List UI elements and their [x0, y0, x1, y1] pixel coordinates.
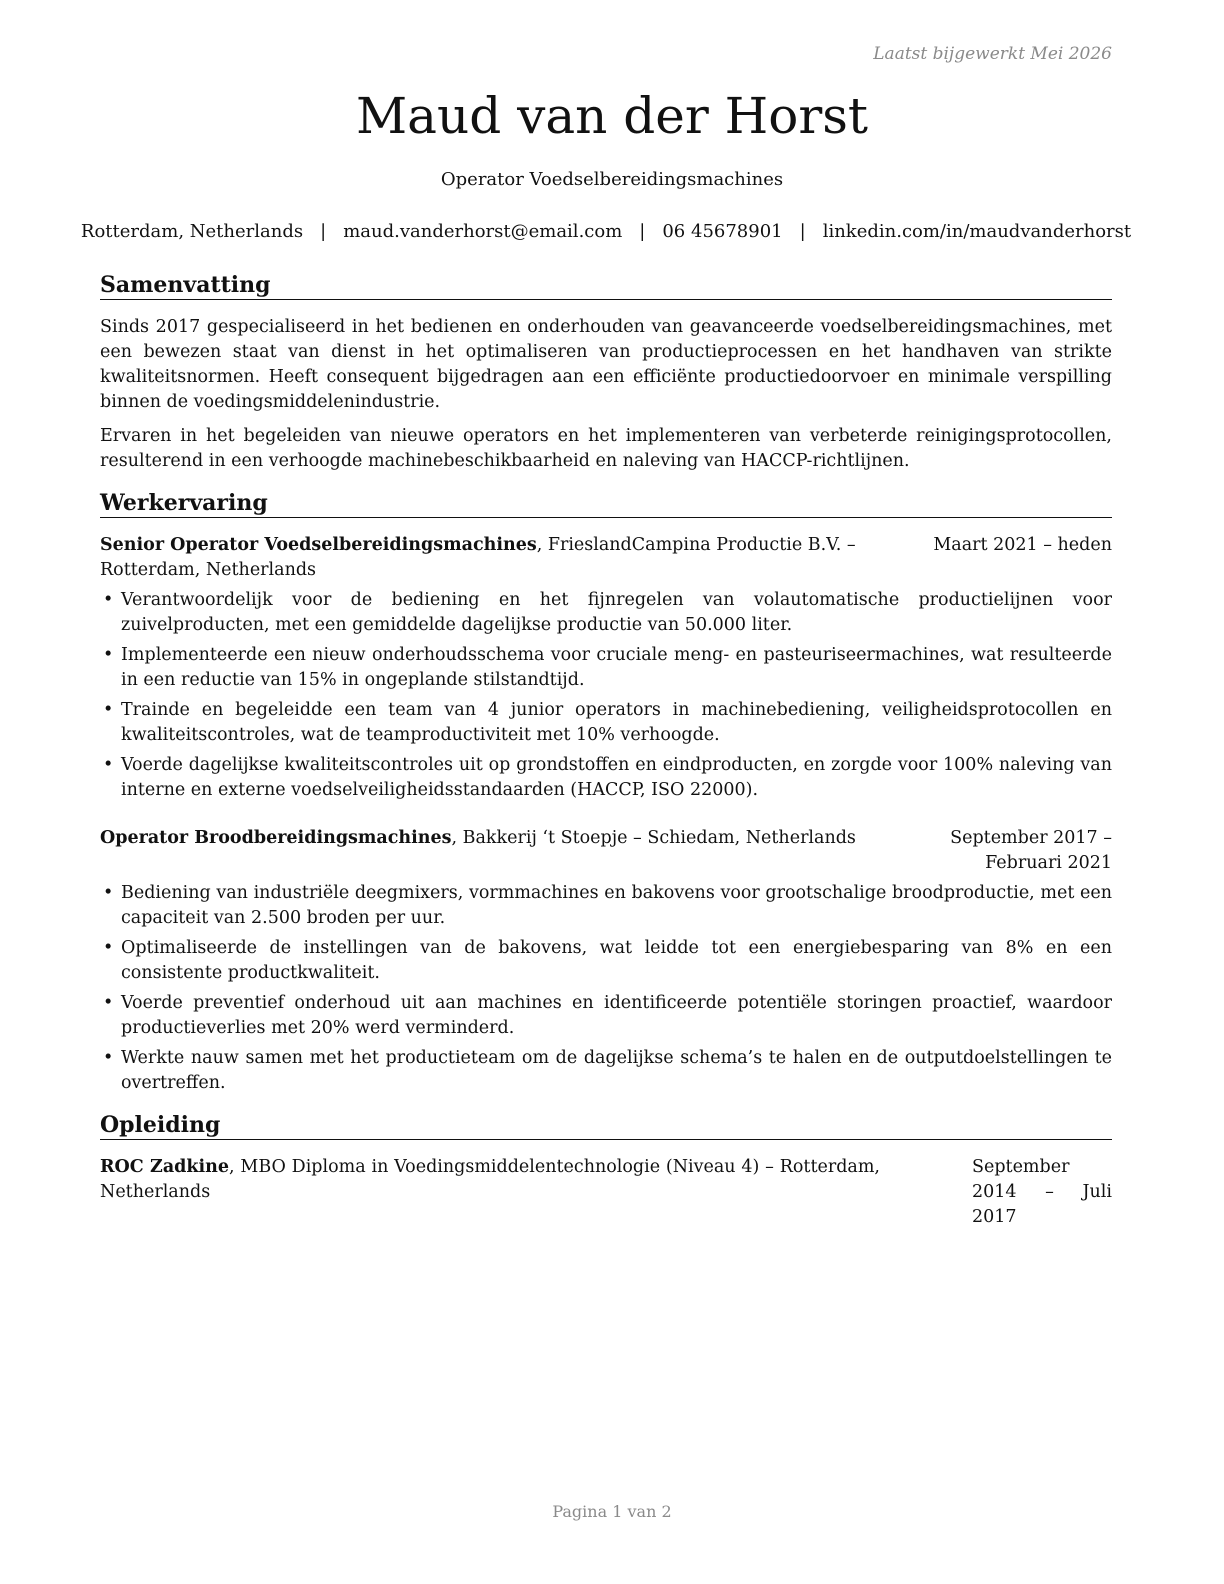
job-position: Operator Broodbereidingsmachines — [100, 828, 452, 848]
contact-email[interactable]: maud.vanderhorst@email.com — [343, 221, 623, 242]
education-school: ROC Zadkine — [100, 1157, 230, 1177]
contact-linkedin[interactable]: linkedin.com/in/maudvanderhorst — [822, 221, 1132, 242]
job-header — [100, 533, 1112, 583]
job-dates: Maart 2021 – heden — [933, 535, 1112, 555]
candidate-role: Operator Voedselbereidingsmachines — [440, 169, 784, 190]
list-item: • Implementeerde een nieuw onderhoudsschema voor cruciale meng- en pasteuriseermachines, wat resulteerde in een reductie van 15% in ongeplande stilstandtijd. — [103, 645, 1112, 690]
job-dates: September 2017 – Februari 2021 — [950, 828, 1112, 873]
job-bullets — [100, 881, 1112, 1101]
contact-phone[interactable]: 06 45678901 — [662, 221, 783, 242]
list-item: • Optimaliseerde de instellingen van de bakovens, wat leidde tot een energiebesparing van 8% en een consistente productkwaliteit. — [103, 938, 1112, 983]
job-bullets — [100, 588, 1112, 808]
job-details: , FrieslandCampina Productie B.V. – Rotterdam, Netherlands — [100, 535, 856, 580]
candidate-name: Maud van der Horst — [355, 87, 868, 145]
job-position: Senior Operator Voedselbereidingsmachines — [100, 535, 537, 555]
list-item: • Trainde en begeleidde een team van 4 junior operators in machinebediening, veiligheidsprotocollen en kwaliteitscontroles, wat de teamproductiviteit met 10% verhoogde. — [103, 700, 1112, 745]
contact-separator: | — [639, 221, 646, 242]
list-item: • Bediening van industriële deegmixers, vormmachines en bakovens voor grootschalige broodproductie, met een capaciteit van 2.500 broden per uur. — [103, 883, 1112, 928]
contact-line — [80, 220, 1132, 244]
list-item: • Voerde preventief onderhoud uit aan machines en identificeerde potentiële storingen proactief, waardoor productieverlies met 20% werd verminderd. — [103, 993, 1112, 1038]
contact-location: Rotterdam, Netherlands — [80, 221, 304, 242]
job-header — [100, 826, 1112, 873]
last-updated: Laatst bijgewerkt Mei 2026 — [873, 44, 1112, 64]
education-item — [100, 1155, 1112, 1227]
contact-separator: | — [320, 221, 327, 242]
list-item: • Verantwoordelijk voor de bediening en het fijnregelen van volautomatische productielijnen voor zuivelproducten, met een gemiddelde dagelijkse productie van 50.000 liter. — [103, 590, 1112, 635]
education-dates: September 2014 – Juli 2017 — [972, 1157, 1112, 1227]
summary-paragraph-2: Ervaren in het begeleiden van nieuwe operators en het implementeren van verbeterde reinigingsprotocollen, resulterend in een verhoogde machinebeschikbaarheid en naleving van HACCP-richtlijnen. — [100, 426, 1112, 471]
contact-separator: | — [799, 221, 806, 242]
page-number: Pagina 1 van 2 — [552, 1502, 672, 1521]
list-item: • Werkte nauw samen met het productieteam om de dagelijkse schema’s te halen en de outputdoelstellingen te overtreffen. — [103, 1048, 1112, 1093]
summary-paragraph-1: Sinds 2017 gespecialiseerd in het bedienen en onderhouden van geavanceerde voedselbereidingsmachines, met een bewezen staat van dienst in het optimaliseren van productieprocessen en het handhaven van strikte kwaliteitsnormen. Heeft consequent bijgedragen aan een efficiënte productiedoorvoer en minimale verspilling binnen de voedingsmiddelenindustrie. — [100, 317, 1112, 412]
job-details: , Bakkerij ‘t Stoepje – Schiedam, Netherlands — [451, 828, 856, 848]
section-title-experience: Werkervaring — [100, 489, 1112, 518]
section-title-education: Opleiding — [100, 1111, 1112, 1140]
list-item: • Voerde dagelijkse kwaliteitscontroles uit op grondstoffen en eindproducten, en zorgde voor 100% naleving van interne en externe voedselveiligheidsstandaarden (HACCP, ISO 22000). — [103, 755, 1112, 800]
section-title-summary: Samenvatting — [100, 271, 1112, 300]
education-details: , MBO Diploma in Voedingsmiddelentechnologie (Niveau 4) – Rotterdam, Netherlands — [100, 1157, 880, 1202]
